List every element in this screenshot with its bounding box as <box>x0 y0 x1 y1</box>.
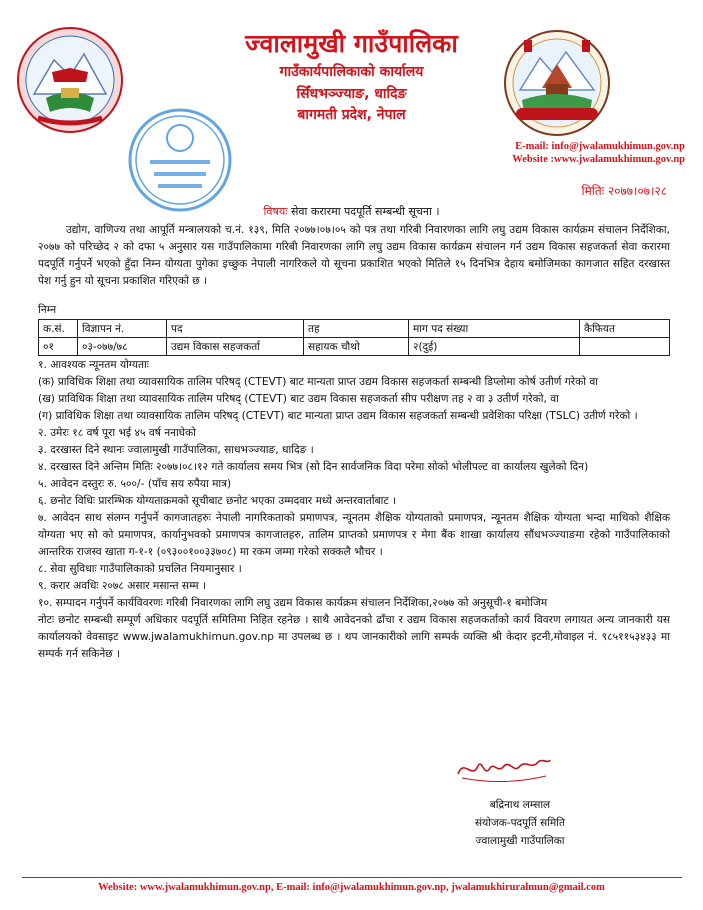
list-item: ४. दरखास्त दिने अन्तिम मितिः २०७७।०८।१२ गते कार्यालय समय भित्र (सो दिन सार्वजनिक विदा परेमा सोको भोलीपल्ट वा कार्यालय खुलेको दिन) <box>38 461 589 473</box>
col-header-sn: क.सं. <box>39 320 78 338</box>
list-item: (क) प्राविधिक शिक्षा तथा व्यावसायिक तालिम परिषद् (CTEVT) बाट मान्यता प्राप्त उद्यम विकास सहजकर्ता सम्बन्धी डिप्लोमा कोर्ष उतीर्ण गरेको वा <box>38 376 598 388</box>
signature <box>454 752 554 786</box>
website-line: Website :www.jwalamukhimun.gov.np <box>512 154 685 165</box>
list-item: (ख) प्राविधिक शिक्षा तथा व्यावसायिक तालिम परिषद् (CTEVT) बाट उद्यम विकास सहजकर्ता सीप परीक्षण तह २ वा ३ उतीर्ण गरेको, वा <box>38 393 559 405</box>
list-item: १. आवश्यक न्यूनतम योग्यताः <box>38 359 149 371</box>
cell-post: उद्यम विकास सहजकर्ता <box>167 338 304 356</box>
email-line: E-mail: info@jwalamukhimun.gov.np <box>515 141 685 152</box>
notice-date: मितिः २०७७।०७।२८ <box>581 184 667 198</box>
list-item: २. उमेरः १८ वर्ष पूरा भई ४५ वर्ष ननाघेको <box>38 427 196 439</box>
municipality-title: ज्वालामुखी गाउँपालिका <box>245 29 458 58</box>
table-row <box>39 338 670 356</box>
nimna-label: निम्न <box>38 304 57 316</box>
list-item: ९. करार अवधिः २०७८ असार मसान्त सम्म । <box>38 580 206 592</box>
subject-line <box>0 204 703 219</box>
cell-sn: ०१ <box>39 338 78 356</box>
cell-level: सहायक चौथो <box>304 338 409 356</box>
signatory-block <box>440 796 600 850</box>
col-header-post: पद <box>167 320 304 338</box>
list-item: ५. आवेदन दस्तुरः रु. ५००/- (पाँच सय रुपैया मात्र) <box>38 478 232 490</box>
cell-remarks <box>580 338 670 356</box>
subject-text: सेवा करारमा पदपूर्ति सम्बन्धी सूचना । <box>290 205 440 218</box>
contact-info <box>512 140 685 166</box>
col-header-count: माग पद संख्या <box>409 320 580 338</box>
address-line-2: बागमती प्रदेश, नेपाल <box>297 107 406 123</box>
list-item: ८. सेवा सुविधाः गाउँपालिकाको प्रचलित नियमानुसार । <box>38 563 242 575</box>
list-item: १०. सम्पादन गर्नुपर्ने कार्यविवरणः गरिबी निवारणका लागि लघु उद्यम विकास कार्यक्रम संचालन निर्देशिका,२०७७ को अनुसूची-१ बमोजिम <box>38 597 548 609</box>
list-item: ६. छनोट विधिः प्रारम्भिक योग्यताक्रमको सूचीबाट छनोट भएका उम्मदवार मध्ये अन्तरवार्ताबाट । <box>38 495 397 507</box>
office-name: गाउँकार्यपालिकाको कार्यालय <box>279 64 424 80</box>
signer-role: संयोजक-पदपूर्ति समिति <box>475 817 565 829</box>
list-item: ७. आवेदन साथ संलग्न गर्नुपर्ने कागजातहरुः नेपाली नागरिकताको प्रमाणपत्र, न्यूनतम शैक्षिक योग्यताको प्रमाणपत्र, न्यूनतम शैक्षिक योग्यता भन्दा माथिको शैक्षिक योग्यता भए सो को प्रमाणपत्र, कार्यानुभवको प्रमाणपत्र कागजातहरु, तालिम प्राप्तको प्रमाणपत्र र मेगा बैंक शाखा कार्यालय सौंधभञ्ज्याङमा रहेको गाउँपालिकाको आन्तरिक राजस्व खाता ग-१-१ (०९३००१००३३७०८) मा रकम जम्मा गरेको सक्कलै भौचर । <box>38 512 670 558</box>
list-item: (ग) प्राविधिक शिक्षा तथा व्यावसायिक तालिम परिषद् (CTEVT) बाट मान्यता प्राप्त उद्यम विकास सहजकर्ता सम्बन्धी प्रवेशिका परिक्षा (TSLC) उतीर्ण गरेको । <box>38 410 638 422</box>
cell-ad-no: ०३-०७७/७८ <box>78 338 167 356</box>
list-item: ३. दरखास्त दिने स्थानः ज्वालामुखी गाउँपालिका, साधभञ्ज्याङ, धादिङ । <box>38 444 314 456</box>
signer-name: बद्रिनाथ लम्साल <box>489 799 551 811</box>
requirements-list <box>38 357 670 663</box>
post-table <box>38 319 670 356</box>
footer-contact: Website: www.jwalamukhimun.gov.np, E-mail: info@jwalamukhimun.gov.np, jwalamukhiruralmun@gmail.com <box>98 882 605 893</box>
signer-office: ज्वालामुखी गाउँपालिका <box>475 835 565 847</box>
address-line-1: सिँधभञ्ज्याङ, धादिङ <box>296 86 407 102</box>
table-header-row <box>39 320 670 338</box>
col-header-ad-no: विज्ञापन नं. <box>78 320 167 338</box>
cell-count: २(दुई) <box>409 338 580 356</box>
col-header-level: तह <box>304 320 409 338</box>
note-paragraph: नोटः छनोट सम्बन्धी सम्पूर्ण अधिकार पदपूर्ति समितिमा निहित रहनेछ । साथै आवेदनको ढाँचा र उद्यम विकास सहजकर्ताको कार्य विवरण लगायत अन्य जानकारी यस कार्यालयको वेवसाइट www.jwalamukhimun.gov.np मा उपलब्ध छ । थप जानकारीको लागि सम्पर्क व्यक्ति श्री केदार इटनी,मोवाइल नं. ९८५११५३४३३ मा सम्पर्क गर्न सकिनेछ । <box>38 614 670 660</box>
subject-label: विषयः <box>263 205 288 218</box>
intro-paragraph: उद्योग, वाणिज्य तथा आपूर्ति मन्त्रालयको च.नं. १३९, मिति २०७७।०७।०५ को पत्र तथा गरिबी निवारणका लागि लघु उद्यम विकास कार्यक्रम संचालन निर्देशिका, २०७७ को परिच्छेद २ को दफा ५ अनुसार यस गाउँपालिकामा गरिबी निवारणका लागि लघु उद्यम विकास कार्यक्रम संचालन गर्न उद्यम विकास सहजकर्ता सेवा करारमा पदपूर्ति गर्नुपर्ने भएको हुँदा निम्न योग्यता पुगेका इच्छुक नेपाली नागरिकले यो सूचना प्रकाशित भएको मितिले १५ दिनभित्र देहाय बमोजिमका कागजात सहित दरखास्त पेश गर्नु हुन यो सूचना प्रकाशित गरिएको छ । <box>38 224 670 287</box>
footer-divider <box>22 877 682 878</box>
col-header-remarks: कैफियत <box>580 320 670 338</box>
